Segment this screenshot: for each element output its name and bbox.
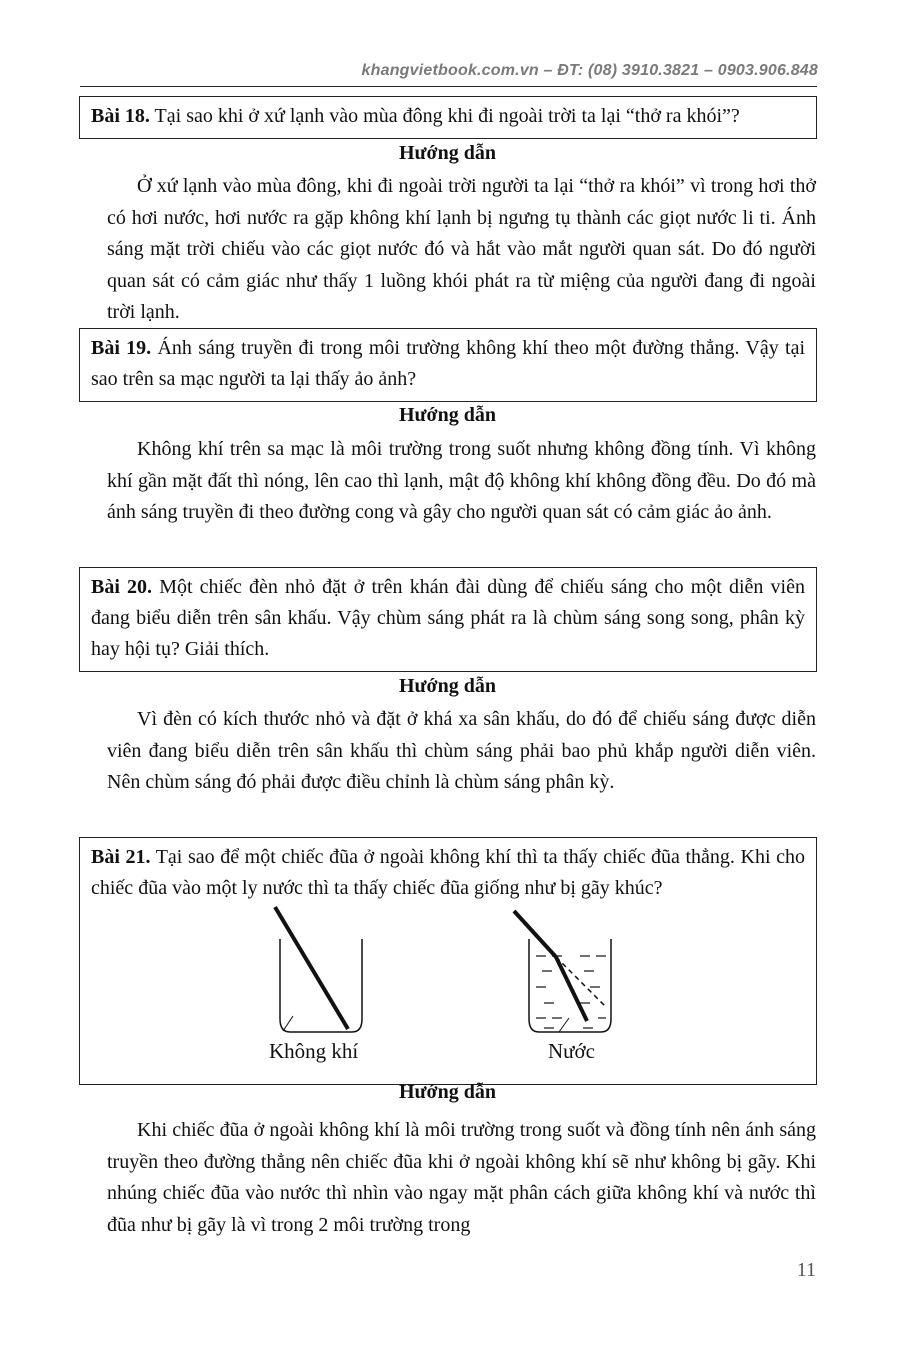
guide-heading: Hướng dẫn	[398, 1081, 496, 1103]
question-label: Bài 20.	[91, 576, 153, 598]
question-label: Bài 19.	[91, 337, 152, 359]
guide-heading: Hướng dẫn	[398, 675, 496, 697]
chopstick-in-air	[275, 907, 348, 1029]
question-text: Ánh sáng truyền đi trong môi trường không khí theo một đường thẳng. Vậy tại sao trên sa mạc người ta lại thấy ảo ảnh?	[91, 337, 805, 390]
answer-paragraph: Ở xứ lạnh vào mùa đông, khi đi ngoài trời người ta lại “thở ra khói” vì trong hơi thở có hơi nước, hơi nước ra gặp không khí lạnh bị ngưng tụ thành các giọt nước li ti. Ánh sáng mặt trời chiếu vào các giọt nước đó và hắt vào mắt người quan sát. Do đó người quan sát có cảm giác như thấy 1 luồng khói phát ra từ miệng của người đang đi ngoài trời lạnh.	[107, 175, 816, 323]
air-label-pointer	[283, 1016, 293, 1031]
chopstick-in-water	[556, 957, 587, 1021]
chopstick-above-water	[514, 911, 556, 957]
chopstick-figure	[91, 904, 805, 1084]
guide-heading: Hướng dẫn	[398, 404, 496, 426]
guide-heading: Hướng dẫn	[398, 142, 496, 164]
page-header: khangvietbook.com.vn – ĐT: (08) 3910.3821 – 0903.906.848	[361, 62, 818, 79]
water-label: Nước	[548, 1039, 595, 1063]
answer-paragraph: Khi chiếc đũa ở ngoài không khí là môi trường trong suốt và đồng tính nên ánh sáng truyền theo đường thẳng nên chiếc đũa khi ở ngoài không khí sẽ như không bị gãy. Khi nhúng chiếc đũa vào nước thì nhìn vào ngay mặt phân cách giữa không khí và nước thì đũa như bị gãy là vì trong 2 môi trường trong	[107, 1119, 816, 1236]
air-label: Không khí	[269, 1039, 359, 1063]
water-label-pointer	[559, 1018, 569, 1032]
question-label: Bài 18.	[91, 105, 150, 127]
page-number: 11	[796, 1259, 816, 1281]
chopstick-true-path	[556, 957, 606, 1007]
question-box-20	[79, 567, 817, 672]
refraction-diagram	[80, 904, 794, 1084]
header-divider	[80, 86, 817, 87]
question-text: Tại sao để một chiếc đũa ở ngoài không khí thì ta thấy chiếc đũa thẳng. Khi cho chiếc đũa vào một ly nước thì ta thấy chiếc đũa giống như bị gãy khúc?	[91, 846, 805, 899]
question-box-21	[79, 837, 817, 1085]
question-box-19	[79, 328, 817, 402]
answer-paragraph: Vì đèn có kích thước nhỏ và đặt ở khá xa sân khấu, do đó để chiếu sáng được diễn viên đang biểu diễn trên sân khấu thì chùm sáng phải bao phủ khắp người diễn viên. Nên chùm sáng đó phải được điều chỉnh là chùm sáng phân kỳ.	[107, 708, 816, 793]
question-text: Tại sao khi ở xứ lạnh vào mùa đông khi đi ngoài trời ta lại “thở ra khói”?	[149, 105, 740, 127]
question-label: Bài 21.	[91, 846, 151, 868]
answer-paragraph: Không khí trên sa mạc là môi trường trong suốt nhưng không đồng tính. Vì không khí gần mặt đất thì nóng, lên cao thì lạnh, mật độ không khí không đồng đều. Do đó mà ánh sáng truyền đi theo đường cong và gây cho người quan sát có cảm giác ảo ảnh.	[107, 438, 816, 523]
question-text: Một chiếc đèn nhỏ đặt ở trên khán đài dùng để chiếu sáng cho một diễn viên đang biểu diễn trên sân khấu. Vậy chùm sáng phát ra là chùm sáng song song, phân kỳ hay hội tụ? Giải thích.	[91, 576, 805, 660]
question-box-18	[79, 96, 817, 139]
